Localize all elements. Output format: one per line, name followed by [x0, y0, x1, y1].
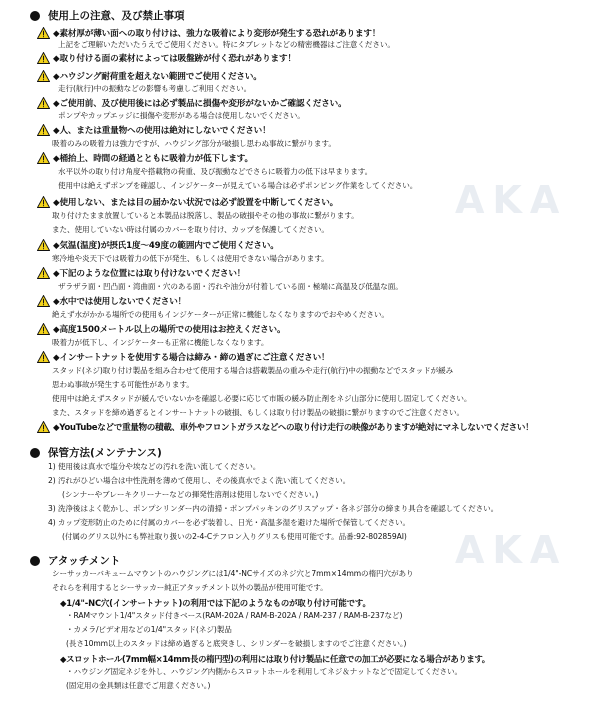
warning-heading: ◆人、または重量物への使用は絶対にしないでください！ — [37, 124, 271, 136]
subsection-heading: ◆スロットホール(7mm幅×14mm長の楕円型)の利用には取り付け製品に任意での加工が必要になる場合があります。 — [60, 654, 490, 664]
body-text: また、使用していない時は付属のカバーを取り付け、カップを保護してください。 — [52, 225, 329, 234]
warning-triangle-icon — [37, 295, 50, 307]
body-text: (固定用の金具類は任意でご用意ください。) — [66, 681, 211, 690]
warning-heading: ◆桶抬上、時間の経過とともに吸着力が低下します。 — [37, 152, 253, 164]
warning-heading: ◆YouTubeなどで重量物の積載、車外やフロントガラスなどへの取り付け走行の映像がありますが絶対にマネしないでください！ — [37, 421, 533, 433]
warning-heading: ◆ハウジング耐荷重を超えない範囲でご使用ください。 — [37, 70, 262, 82]
body-text: また、スタッドを締め過ぎるとインサートナットの破損、もしくは取り付け製品の破損に繋がりますのでご注意ください。 — [52, 408, 464, 417]
body-text: ・カメラ/ビデオ用などの1/4"スタッド(ネジ)製品 — [66, 625, 232, 634]
body-text: 寒冷地や炎天下では吸着力の低下が発生、もしくは使用できない場合があります。 — [52, 254, 329, 263]
warning-heading: ◆水中では使用しないでください！ — [37, 295, 186, 307]
body-text: (付属のグリス以外にも弊社取り扱いの2-4-Cテフロン入りグリスも使用可能です。品番:92-802859AI) — [62, 532, 407, 541]
bullet-icon — [30, 556, 40, 566]
warning-triangle-icon — [37, 351, 50, 363]
bullet-icon — [30, 11, 40, 21]
body-text: ・ハウジング固定ネジを外し、ハウジング内側からスロットホールを利用してネジ＆ナットなどで固定してください。 — [66, 667, 463, 676]
body-text: ポンプやカップエッジに損傷や変形がある場合は使用しないでください。 — [58, 111, 305, 120]
body-text: 4) カップ変形防止のために付属のカバーを必ず装着し、日光・高温多湿を避けた場所で保管してください。 — [48, 518, 411, 527]
section-title-maintenance: 保管方法(メンテナンス) — [30, 445, 162, 460]
body-text: スタッド(ネジ)取り付け製品を組み合わせて使用する場合は搭載製品の重みや走行(航行)中の振動などでスタッドが緩み — [52, 366, 454, 375]
body-text: ザラザラ面・凹凸面・湾曲面・穴のある面・汚れや油分が付着している面・極端に高温及び低温な面。 — [58, 282, 403, 291]
body-text: ・RAMマウント1/4"スタッド付きベース(RAM-202A / RAM-B-202A / RAM-237 / RAM-B-237など) — [66, 611, 403, 620]
warning-triangle-icon — [37, 239, 50, 251]
warning-heading: ◆下記のような位置には取り付けないでください！ — [37, 267, 245, 279]
warning-heading: ◆使用しない、または目の届かない状況では必ず設置を中断してください。 — [37, 196, 338, 208]
warning-triangle-icon — [37, 124, 50, 136]
body-text: 使用中は絶えずスタッドが緩んでいないかを確認し必要に応じて市販の緩み防止剤をネジ山部分に使用し固定してください。 — [52, 394, 472, 403]
body-text: 吸着力が低下し、インジケーターも正常に機能しなくなります。 — [52, 338, 269, 347]
body-text: 2) 汚れがひどい場合は中性洗剤を薄めて使用し、その後真水でよく洗い流してください。 — [48, 476, 351, 485]
bullet-icon — [30, 448, 40, 458]
body-text: シーサッカーバキュームマウントのハウジングには1/4"-NCサイズのネジ穴と7mm×14mmの楕円穴があり — [52, 569, 414, 578]
warning-triangle-icon — [37, 421, 50, 433]
warning-triangle-icon — [37, 97, 50, 109]
watermark-text: AKA — [455, 528, 568, 572]
section-title-usage-notes: 使用上の注意、及び禁止事項 — [30, 8, 185, 23]
warning-triangle-icon — [37, 27, 50, 39]
body-text: 使用中は絶えずポンプを確認し、インジケーターが見えている場合は必ずポンピング作業をしてください。 — [58, 181, 418, 190]
warning-heading: ◆素材厚が薄い面への取り付けは、強力な吸着により変形が発生する恐れがあります！ — [37, 27, 380, 39]
warning-triangle-icon — [37, 152, 50, 164]
warning-heading: ◆気温(温度)が摂氏1度～49度の範囲内でご使用ください。 — [37, 239, 279, 251]
body-text: 思わぬ事故が発生する可能性があります。 — [52, 380, 194, 389]
warning-triangle-icon — [37, 323, 50, 335]
warning-heading: ◆取り付ける面の素材によっては吸盤跡が付く恐れがあります！ — [37, 52, 296, 64]
body-text: 1) 使用後は真水で塩分や埃などの汚れを洗い流してください。 — [48, 462, 261, 471]
body-text: 走行(航行)中の振動などの影響も考慮しご利用ください。 — [58, 84, 252, 93]
subsection-heading: ◆1/4"-NC穴(インサートナット)の利用では下記のようなものが取り付け可能です。 — [60, 598, 371, 608]
body-text: 絶えず水がかかる場所での使用もインジケーターが正常に機能しなくなりますのでおやめください。 — [52, 310, 389, 319]
warning-triangle-icon — [37, 196, 50, 208]
watermark-text: AKA — [455, 178, 568, 222]
warning-triangle-icon — [37, 267, 50, 279]
warning-triangle-icon — [37, 52, 50, 64]
warning-heading: ◆ご使用前、及び使用後には必ず製品に損傷や変形がないかご確認ください。 — [37, 97, 347, 109]
body-text: 水平以外の取り付け角度や搭載物の荷重、及び振動などでさらに吸着力の低下は早まります。 — [58, 167, 373, 176]
section-title-attachment: アタッチメント — [30, 553, 120, 568]
warning-triangle-icon — [37, 70, 50, 82]
body-text: それらを利用するとシーサッカー純正アタッチメント以外の製品が使用可能です。 — [52, 583, 328, 592]
body-text: (シンナーやブレーキクリーナーなどの揮発性溶剤は使用しないでください。) — [62, 490, 319, 499]
body-text: (長さ10mm以上のスタッドは締め過ぎると底突きし、シリンダーを破損しますのでご注意ください。) — [66, 639, 407, 648]
warning-heading: ◆インサートナットを使用する場合は締み・締の過ぎにご注意ください！ — [37, 351, 330, 363]
body-text: 吸着のみの吸着力は強力ですが、ハウジング部分が破損し思わぬ事故に繋がります。 — [52, 139, 336, 148]
body-text: 上記をご理解いただいたうえでご使用ください。特にタブレットなどの精密機器はご注意ください。 — [58, 40, 395, 49]
body-text: 取り付けたまま放置していると本製品は脱落し、製品の破損やその他の事故に繋がります。 — [52, 211, 359, 220]
body-text: 3) 洗浄後はよく乾かし、ポンプシリンダー内の清掃・ポンプパッキンのグリスアップ・各ネジ部分の締まり具合を確認してください。 — [48, 504, 499, 513]
warning-heading: ◆高度1500メートル以上の場所での使用はお控えください。 — [37, 323, 285, 335]
